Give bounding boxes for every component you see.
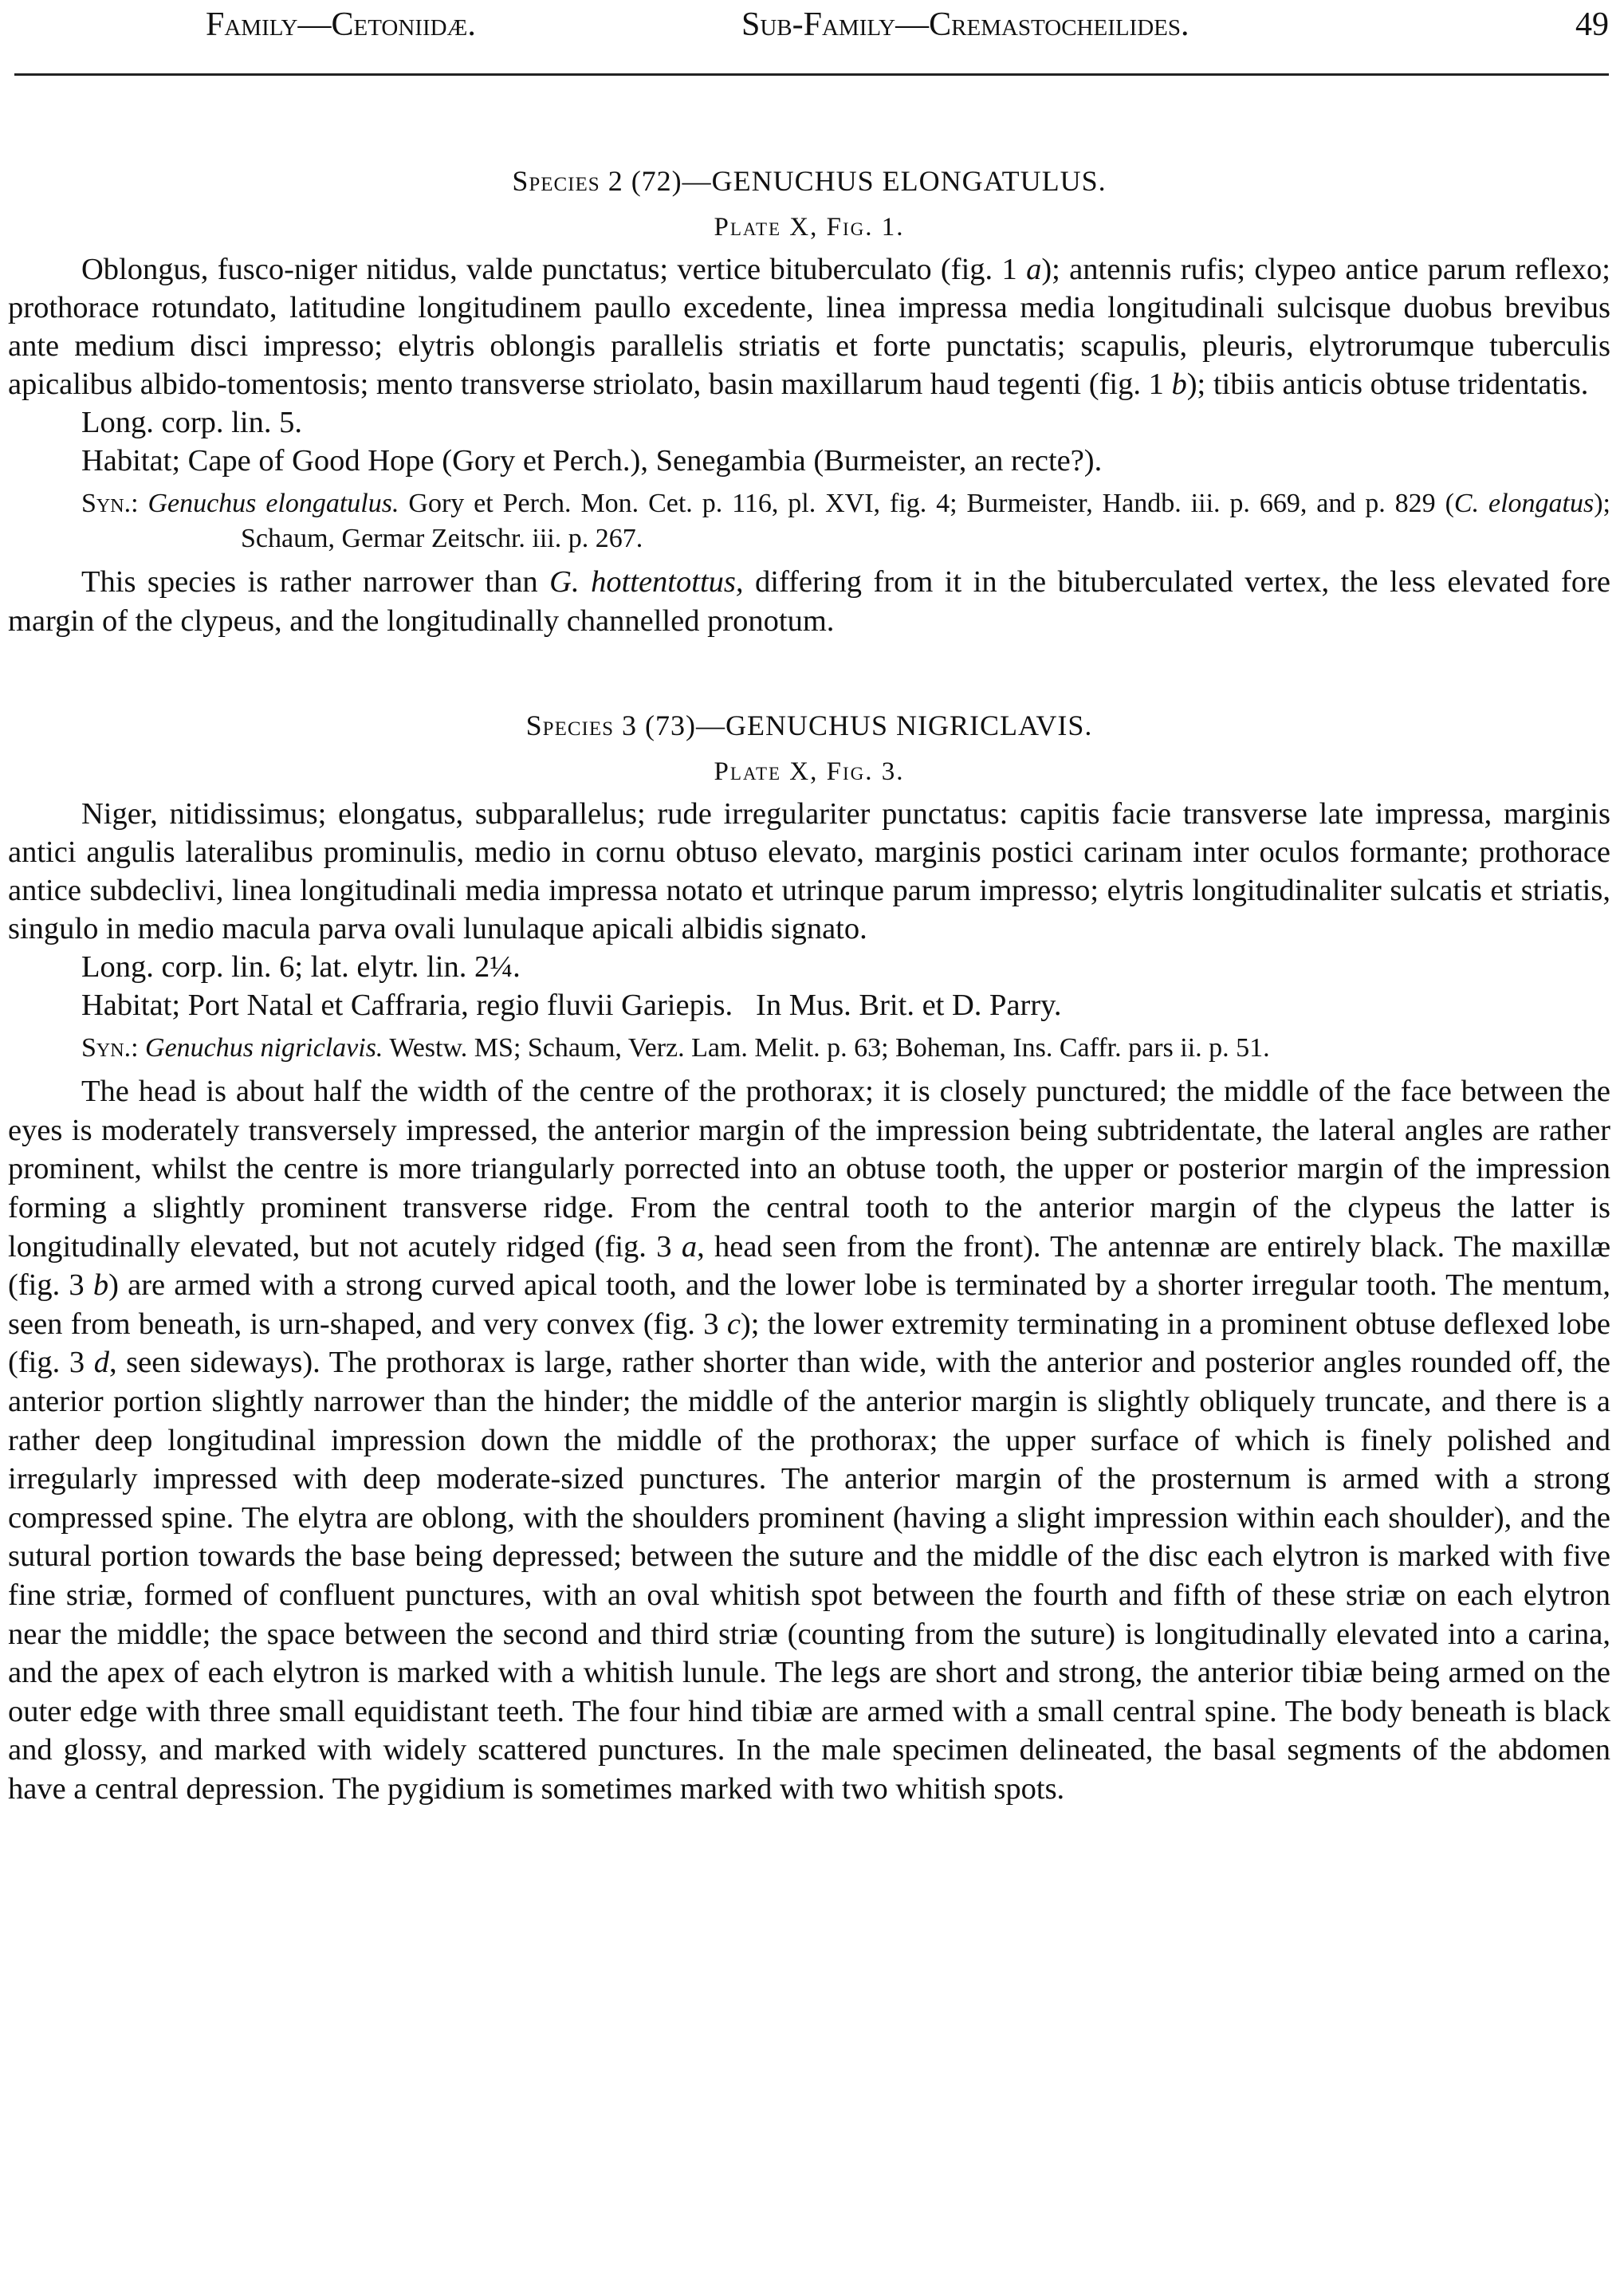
species-2-remark: This species is rather narrower than G. hottentottus, differing from it in the bituberculated vertex, the less elevated fore margin of the clypeus, and the longitudinally channelled pronotum. <box>8 565 1611 638</box>
species-3-habitat: Habitat; Port Natal et Caffraria, regio fluvii Gariepis. In Mus. Brit. et D. Parry. <box>81 989 1062 1023</box>
species-3-heading-title: 3 (73)—GENUCHUS NIGRICLAVIS. <box>614 710 1093 742</box>
running-head <box>14 5 1609 61</box>
species-2-heading <box>8 159 1610 202</box>
species-2-plate: Plate X, Fig. 1. <box>714 213 905 242</box>
header-family: Family—Cetoniidæ. <box>206 6 476 43</box>
species-3-heading <box>8 704 1610 747</box>
species-2-description: Oblongus, fusco-niger nitidus, valde punctatus; vertice bituberculato (fig. 1 a); antennis rufis; clypeo antice parum reflexo; prothorace rotundato, latitudine longitudinem paullo excedente, linea impressa media longitudinali sulcisque duobus brevibus ante medium disci impresso; elytris oblongis parallelis striatis et forte punctatis; scapulis, pleuris, elytrorumque tuberculis apicalibus albido-tomentosis; mento transverse striolato, basin maxillarum haud tegenti (fig. 1 b); tibiis anticis obtuse tridentatis. <box>8 253 1610 401</box>
species-3-body-text: The head is about half the width of the centre of the prothorax; it is closely punctured; the middle of the face between the eyes is moderately transversely impressed, the anterior margin of the impression being subtridentate, the lateral angles are rather prominent, whilst the centre is more triangularly porrected into an obtuse tooth, the upper or posterior margin of the impression forming a slightly prominent transverse ridge. From the central tooth to the anterior margin of the clypeus the latter is longitudinally elevated, but not acutely ridged (fig. 3 a, head seen from the front). The antennæ are entirely black. The maxillæ (fig. 3 b) are armed with a strong curved apical tooth, and the lower lobe is terminated by a shorter irregular tooth. The mentum, seen from beneath, is urn-shaped, and very convex (fig. 3 c); the lower extremity terminating in a prominent obtuse deflexed lobe (fig. 3 d, seen sideways). The prothorax is large, rather shorter than wide, with the anterior and posterior angles rounded off, the anterior portion slightly narrower than the hinder; the middle of the anterior margin is slightly obliquely truncate, and there is a rather deep longitudinal impression down the middle of the prothorax; the upper surface of which is finely polished and irregularly impressed with deep moderate-sized punctures. The anterior margin of the prosternum is armed with a strong compressed spine. The elytra are oblong, with the shoulders prominent (having a slight impression within each shoulder), and the sutural portion towards the base being depressed; between the suture and the middle of the disc each elytron is marked with five fine striæ, formed of confluent punctures, with an oval whitish spot between the fourth and fifth of these striæ on each elytron near the middle; the space between the second and third striæ (counting from the suture) is longitudinally elevated into a carina, and the apex of each elytron is marked with a whitish lunule. The legs are short and strong, the anterior tibiæ being armed on the outer edge with three small equidistant teeth. The four hind tibiæ are armed with a small central spine. The body beneath is black and glossy, and marked with widely scattered punctures. In the male specimen delineated, the basal segments of the abdomen have a central depression. The pygidium is sometimes marked with two whitish spots. <box>8 1075 1611 1806</box>
species-2-heading-title: 2 (72)—GENUCHUS ELONGATULUS. <box>600 165 1107 197</box>
species-3-plate: Plate X, Fig. 3. <box>714 757 905 787</box>
species-3-section <box>8 704 1610 1808</box>
species-2-length: Long. corp. lin. 5. <box>81 406 302 439</box>
header-rule <box>14 73 1609 76</box>
species-2-habitat: Habitat; Cape of Good Hope (Gory et Perch.), Senegambia (Burmeister, an recte?). <box>81 444 1103 478</box>
species-3-heading-prefix: Species <box>525 710 615 742</box>
species-3-length: Long. corp. lin. 6; lat. elytr. lin. 2¼. <box>81 950 521 985</box>
species-2-synonymy: Syn.: Genuchus elongatulus. Gory et Perch. Mon. Cet. p. 116, pl. XVI, fig. 4; Burmeister, Handb. iii. p. 669, and p. 829 (C. elongatus); Schaum, Germar Zeitschr. iii. p. 267. <box>81 489 1610 553</box>
species-2-heading-prefix: Species <box>512 165 600 197</box>
page-body <box>8 159 1610 1808</box>
species-2-section <box>8 159 1610 640</box>
section-gap <box>8 640 1610 704</box>
page-number: 49 <box>1575 6 1609 43</box>
species-3-synonymy: Syn.: Genuchus nigriclavis. Westw. MS; Schaum, Verz. Lam. Melit. p. 63; Boheman, Ins. Caffr. pars ii. p. 51. <box>81 1033 1270 1063</box>
header-subfamily: Sub-Family—Cremastocheilides. <box>741 6 1189 43</box>
species-3-description: Niger, nitidissimus; elongatus, subparallelus; rude irregulariter punctatus: capitis facie transverse late impressa, marginis antici angulis lateralibus prominulis, medio in cornu obtuso elevato, marginis postici carinam inter oculos formante; prothorace antice subdeclivi, linea longitudinali media impressa notato et utrinque parum impresso; elytris longitudinaliter sulcatis et striatis, singulo in medio macula parva ovali lunulaque apicali albidis signato. <box>8 797 1610 946</box>
